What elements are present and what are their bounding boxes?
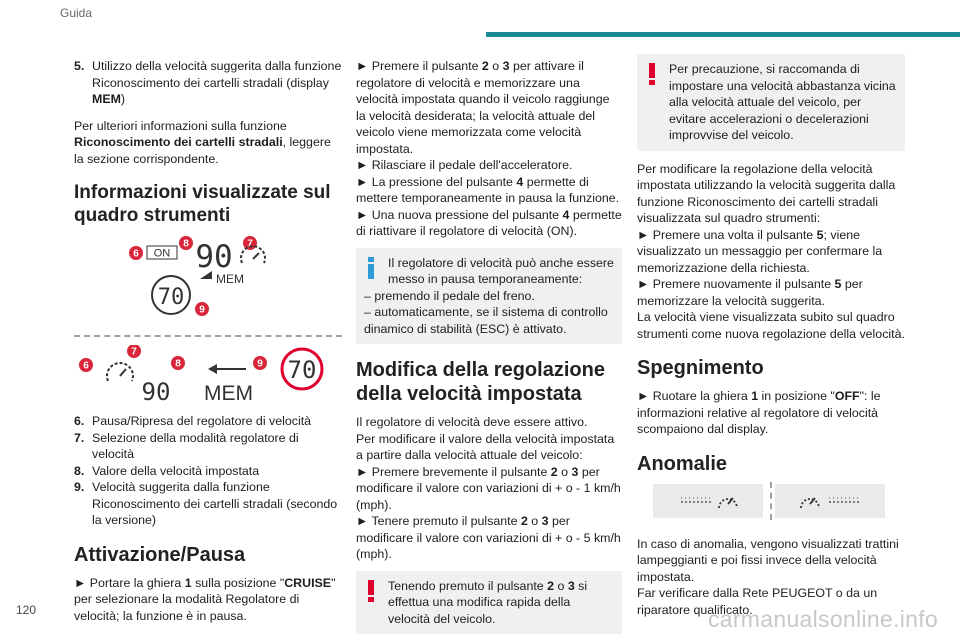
- display-1-svg: [74, 235, 342, 325]
- text: ; viene visualizzato un messaggio per confermare la memorizzazione della richiesta.: [637, 227, 883, 275]
- bold-text: 1: [184, 575, 192, 590]
- speed-limit-value: 70: [287, 356, 317, 384]
- legend-number: 8.: [74, 463, 85, 478]
- bold-text: 4: [562, 207, 570, 222]
- callout-9-label: 9: [199, 304, 205, 316]
- text: ": le informazioni relative al regolatore di velocità scompaiono dal display.: [637, 389, 881, 436]
- text: ► Premere nuovamente il pulsante: [637, 277, 835, 291]
- item-text: Utilizzo della velocità suggerita dalla funzione Riconoscimento dei cartelli stradali (display: [92, 59, 342, 90]
- text: per memorizzare la velocità suggerita.: [637, 277, 863, 308]
- instrument-display-2: [74, 345, 342, 405]
- bold-text: 4: [516, 174, 524, 189]
- text: Far verificare dalla Rete PEUGEOT o da un riparatore qualificato.: [637, 586, 878, 617]
- instrument-display-1: [74, 235, 342, 325]
- malfunction-display-2: [775, 484, 885, 518]
- set-speed-value: 90: [141, 378, 171, 405]
- text: Per modificare la regolazione della velocità impostata utilizzando la velocità suggerita dalla funzione Riconoscimento dei cartelli stradali visualizzata sul quadro strumenti:: [637, 161, 896, 225]
- callout-6-label: 6: [83, 360, 89, 372]
- malfunction-svg-1: [653, 484, 763, 518]
- legend-number: 6.: [74, 414, 85, 428]
- text: ► Premere una volta il pulsante: [637, 227, 817, 242]
- warning-text: Per precauzione, si raccomanda di impostare una velocità abbastanza vicina alla velocità attuale del veicolo, per evitare accelerazioni o decelerazioni improvvise del veicolo.: [669, 62, 896, 142]
- text: permette di mettere temporaneamente in pausa la funzione.: [356, 174, 620, 205]
- legend-item: [74, 413, 342, 430]
- text: Tenendo premuto il pulsante: [388, 578, 548, 593]
- text: si effettua una modifica rapida della velocità del veicolo.: [388, 578, 588, 626]
- header-accent-bar: [486, 32, 960, 37]
- speedometer-icon: [719, 498, 737, 508]
- bold-text: 3: [541, 514, 549, 528]
- text: ► La pressione del pulsante: [356, 174, 517, 189]
- callout-8-label: 8: [183, 238, 189, 250]
- warning-text: [364, 578, 614, 628]
- warning-icon: [364, 579, 378, 603]
- info-icon: [364, 256, 378, 280]
- text: Per ulteriori informazioni sulla funzione: [74, 118, 287, 133]
- heading-activation: Attivazione/Pausa: [74, 543, 246, 566]
- text: ► Rilasciare il pedale dell'acceleratore.: [356, 158, 573, 172]
- column-3: [637, 54, 905, 626]
- text: ► Premere il pulsante: [356, 59, 482, 73]
- page-number: 120: [16, 603, 37, 617]
- legend-item: [74, 463, 342, 480]
- text: , leggere la sezione corrispondente.: [74, 135, 331, 166]
- column-2: [356, 58, 622, 644]
- text: per modificare il valore con variazioni di + o - 5 km/h (mph).: [356, 514, 621, 561]
- header-title: Guida: [60, 6, 93, 20]
- warning-box: [356, 571, 622, 635]
- callout-7-label: 7: [247, 238, 253, 250]
- column-1: [74, 58, 342, 632]
- legend-text: Pausa/Ripresa del regolatore di velocità: [92, 414, 312, 428]
- text: sulla posizione ": [191, 575, 285, 590]
- text: La velocità viene visualizzata subito sul quadro strumenti come nuova regolazione della velocità.: [637, 310, 905, 341]
- bold-text: 5: [834, 277, 842, 291]
- heading-display-info: Informazioni visualizzate sul quadro strumenti: [74, 182, 331, 226]
- divider: [770, 482, 772, 520]
- malfunction-svg-2: [775, 484, 885, 518]
- bold-text: CRUISE: [284, 575, 332, 590]
- text: per attivare il regolatore di velocità e memorizzare una velocità impostata quando il veicolo raggiunge la velocità desiderata; la velocità attuale del veicolo viene memorizzata come velocità impostata.: [356, 59, 610, 156]
- bold-text: 3: [502, 59, 510, 73]
- info-box: [356, 248, 622, 345]
- malfunction-illustration: [637, 484, 905, 524]
- bold-text: 1: [751, 389, 759, 403]
- bold-text: 2: [481, 59, 489, 73]
- text: o: [527, 514, 542, 528]
- item-bold: MEM: [92, 92, 121, 106]
- text: Il regolatore di velocità deve essere attivo.: [356, 415, 588, 429]
- text: ► Ruotare la ghiera: [637, 389, 752, 403]
- callout-8-label: 8: [175, 358, 181, 370]
- legend-list: [74, 413, 342, 529]
- text: Per modificare il valore della velocità impostata a partire dalla velocità attuale del veicolo:: [356, 431, 615, 462]
- bold-text: 3: [567, 578, 575, 593]
- legend-number: 9.: [74, 480, 85, 494]
- watermark: carmanualsonline.info: [707, 606, 938, 632]
- callout-6-label: 6: [133, 248, 139, 260]
- text: in posizione ": [758, 389, 835, 403]
- text: ► Portare la ghiera: [74, 575, 185, 590]
- item-text: ): [120, 92, 126, 106]
- set-speed-value: 90: [195, 239, 233, 275]
- paragraph: [637, 161, 905, 343]
- text: In caso di anomalia, vengono visualizzati trattini lampeggianti e poi fissi invece della velocità impostata.: [637, 536, 899, 584]
- text: per modificare il valore con variazioni di + o - 1 km/h (mph).: [356, 464, 621, 512]
- legend-text: Velocità suggerita dalla funzione Riconoscimento dei cartelli stradali (secondo la versione): [92, 480, 338, 527]
- legend-number: 7.: [74, 430, 85, 445]
- display-2-svg: [74, 345, 342, 405]
- bold-text: OFF: [834, 389, 860, 403]
- warning-icon: [645, 62, 659, 86]
- paragraph: [74, 575, 342, 625]
- paragraph: [637, 388, 905, 438]
- mem-label: MEM: [216, 272, 244, 286]
- divider: [74, 335, 342, 337]
- text: o: [554, 578, 568, 593]
- text: o: [488, 59, 503, 73]
- item-5: [74, 58, 342, 108]
- speedometer-icon: [107, 363, 133, 381]
- bold-text: 5: [816, 227, 824, 242]
- text: ► Tenere premuto il pulsante: [356, 514, 521, 528]
- bold-text: 2: [547, 578, 555, 593]
- info-text: – automaticamente, se il sistema di controllo dinamico di stabilità (ESC) è attivato.: [364, 305, 608, 336]
- legend-text: Selezione della modalità regolatore di velocità: [92, 430, 299, 461]
- paragraph: [74, 118, 342, 168]
- legend-item: [74, 479, 342, 529]
- paragraph: [356, 58, 622, 240]
- bold-text: Riconoscimento dei cartelli stradali: [74, 135, 283, 149]
- callout-7-label: 7: [131, 346, 137, 358]
- paragraph: [356, 414, 622, 563]
- speedometer-icon: [801, 498, 819, 508]
- item-number: 5.: [74, 59, 85, 73]
- legend-item: [74, 430, 342, 463]
- bold-text: 2: [520, 514, 528, 528]
- bold-text: 3: [571, 464, 579, 479]
- mem-label: MEM: [204, 382, 253, 405]
- legend-text: Valore della velocità impostata: [92, 463, 260, 478]
- arrow-left-icon: [208, 364, 246, 374]
- text: ► Premere brevemente il pulsante: [356, 464, 551, 479]
- speed-limit-value: 70: [157, 285, 185, 310]
- callout-9-label: 9: [257, 358, 263, 370]
- text: " per selezionare la modalità Regolatore di velocità; la funzione è in pausa.: [74, 575, 336, 623]
- info-text: – premendo il pedale del freno.: [364, 288, 535, 303]
- bold-text: 2: [550, 464, 558, 479]
- warning-box: [637, 54, 905, 151]
- malfunction-display-1: [653, 484, 763, 518]
- text: permette di riattivare il regolatore di velocità (ON).: [356, 207, 622, 238]
- on-indicator-text: ON: [153, 247, 171, 260]
- info-text: Il regolatore di velocità può anche essere messo in pausa temporaneamente:: [388, 255, 614, 286]
- heading-modify: Modifica della regolazione della velocità impostata: [356, 359, 605, 405]
- text: ► Una nuova pressione del pulsante: [356, 207, 563, 222]
- text: o: [557, 464, 572, 479]
- heading-switch-off: Spegnimento: [637, 357, 764, 379]
- heading-malfunctions: Anomalie: [637, 452, 728, 475]
